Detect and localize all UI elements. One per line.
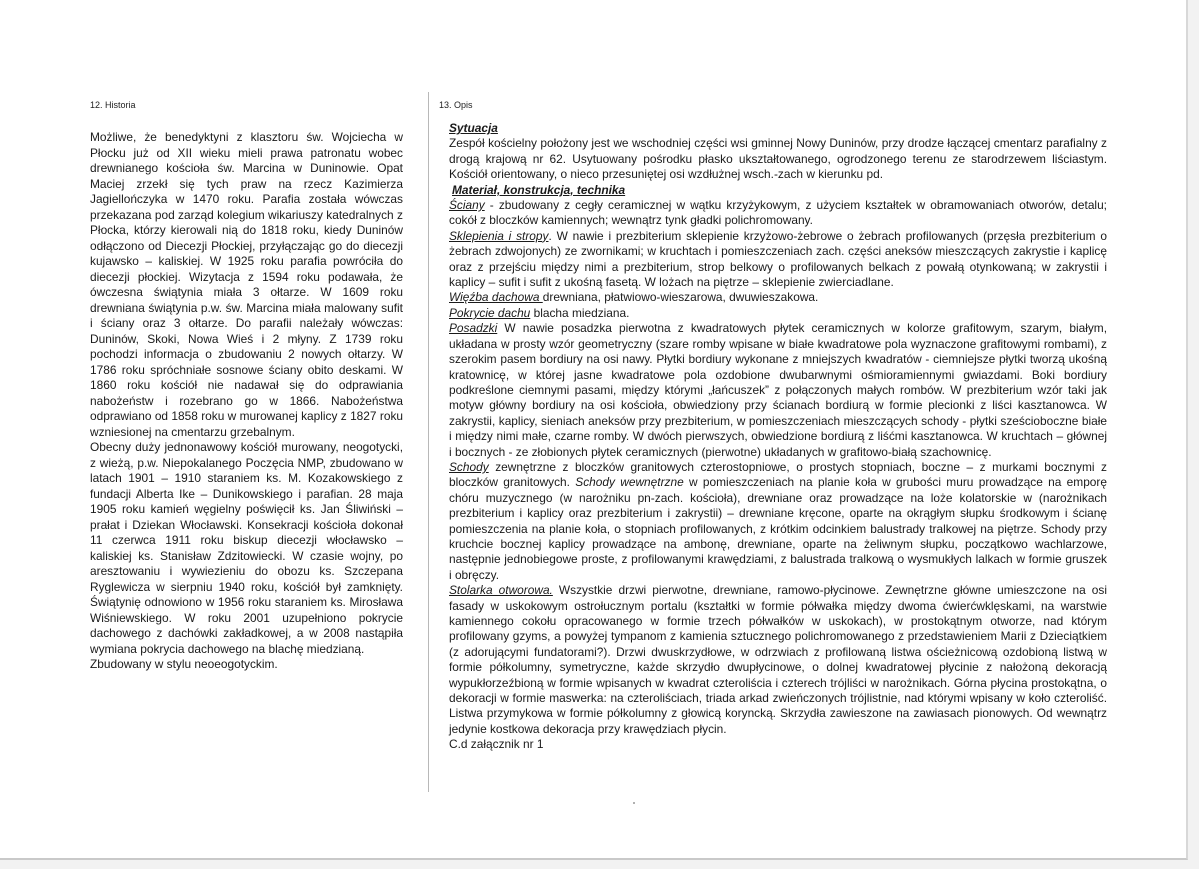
- item-sklepienia: [449, 229, 1107, 291]
- historia-column: [90, 130, 403, 673]
- item-sciany: [449, 198, 1107, 229]
- text-sciany: - zbudowany z cegły ceramicznej w wątku krzyżykowym, z użyciem kształtek w obramowaniach otworów, detalu; cokół z bloczków kamiennych; wewnątrz tynk gładki polichromowany.: [449, 198, 1107, 228]
- text-pokrycie: blacha miedziana.: [530, 305, 630, 320]
- term-stolarka: Stolarka otworowa.: [449, 583, 553, 598]
- sytuacja-text: Zespół kościelny położony jest we wschodniej części wsi gminnej Nowy Duninów, przy drodze łączącej cmentarz parafialny z drogą krajową nr 62. Usytuowany pośrodku płasko ukształtowanego, ogrodzonego terenu ze starodrzewem liściastym. Kościół orientowany, o nieco przesuniętej osi wzdłużnej wsch.-zach w kierunku pd.: [449, 136, 1107, 182]
- heading-sytuacja: Sytuacja: [449, 121, 498, 135]
- item-posadzki: [449, 321, 1107, 460]
- text-stolarka: Wszystkie drzwi pierwotne, drewniane, ramowo-płycinowe. Zewnętrzne główne umieszczone na osi fasady w uskokowym ostrołucznym portalu (kształtki w formie półwałka między dwoma ćwierćwklęskami, na warstwie kamiennego cokołu opracowanego w formie trzech półwałków w uskokach), w prostokątnym otworze, nad którym profilowany gzyms, a powyżej tympanom z kamienia sztucznego polichromowanego z przedstawieniem Marii z Dzieciątkiem (z adorującymi fundatorami?). Drzwi dwuskrzydłowe, w odrzwiach z profilowaną listwa ościeżnicową ozdobioną listwą w formie półkolumny, symetryczne, każde skrzydło dwupłycinowe, o dolnej kwadratowej płycinie z nałożoną dekoracją wypukłorzeźbioną w formie wpisanych w kwadrat czteroliścia i czterech trójliści w narożnikach. Górna płycina prostokątna, o dekoracji w formie maswerka: na czteroliściach, triada arkad zwieńczonych trójlistnie, nad którymi wpisany w koło czteroliść. Listwa przymykowa w formie półkolumny z głowicą koryncką. Skrzydła zawieszone na zawiasach pionowych. Od wewnątrz jedynie kostkowa dekoracja przy krawędziach płycin.: [449, 583, 1107, 736]
- item-pokrycie: [449, 306, 1107, 321]
- text-sklepienia: . W nawie i prezbiterium sklepienie krzyżowo-żebrowe o żebrach profilowanych (przęsła prezbiterium o żebrach zdwojonych) ze zwornikami; w kruchtach i pomieszczeniach zach. części aneksów mieszczących zakrystie i kaplicę oraz z przejściu między nimi a prezbiterium, strop belkowy o profilowanych belkach z powałą otynkowaną; w zakrystii i kaplicy – sufit i sufit z ukośną fasetą. W lożach na piętrze – sklepienie zwierciadlane.: [449, 228, 1107, 290]
- term-pokrycie: Pokrycie dachu: [449, 305, 531, 320]
- term-sciany: Ściany: [449, 198, 485, 213]
- historia-paragraph-2: Obecny duży jednonawowy kościół murowany, neogotycki, z wieżą, p.w. Niepokalanego Poczęcia NMP, zbudowano w latach 1901 – 1910 staraniem ks. M. Kozakowskiego z fundacji Alberta Ike – Dunikowskiego i parafian. 28 maja 1905 roku kamień węgielny poświęcił ks. Jan Śliwiński – prałat i Dziekan Włocławski. Konsekracji kościoła dokonał 11 czerwca 1911 roku biskup diecezji włocławsko – kaliskiej ks. Stanisław Zdzitowiecki. W czasie wojny, po aresztowaniu i wywiezieniu do obozu ks. Szczepana Ryglewicza w sierpniu 1940 roku, kościół był zamknięty. Świątynię odnowiono w 1956 roku staraniem ks. Mirosława Wiśniewskiego. W roku 2001 uzupełniono pokrycie dachowego z dachówki zakładkowej, a w 2008 nastąpiła wymiana pokrycia dachowego na blachę miedzianą.: [90, 440, 403, 656]
- scan-speck: [633, 802, 635, 804]
- historia-paragraph-1: Możliwe, że benedyktyni z klasztoru św. Wojciecha w Płocku już od XII wieku mieli prawa patronatu wobec drewnianego kościoła św. Marcina w Duninowie. Opat Maciej zrzekł się tych praw na rzecz Kazimierza Jagiellończyka w 1470 roku. Parafia została wówczas przekazana pod zarząd kolegium wikariuszy katedralnych z Płocka, którzy kierowali nią do 1818 roku, kiedy Duninów odłączono od Diecezji Płockiej, przyłączając go do diecezji kujawsko – kaliskiej. W 1925 roku parafia powróciła do diecezji płockiej. Wizytacja z 1594 roku podawała, że ówczesna świątynia miała 3 ołtarze. W 1609 roku drewniana świątynia p.w. św. Marcina miała malowany sufit i ściany oraz 3 ołtarze. Do parafii należały wówczas: Duninów, Skoki, Nowa Wieś i 2 młyny. Z 1739 roku pochodzi informacja o zbudowaniu 2 nowych ołtarzy. W 1786 roku spróchniałe sosnowe ściany obito deskami. W 1860 roku kościół nie nadawał się do odprawiania nabożeństw i rozebrano go w 1866. Nabożeństwa odprawiano od 1858 roku w murowanej kaplicy z 1827 roku wzniesionej na cmentarzu grzebalnym.: [90, 130, 403, 439]
- column-divider: [428, 92, 429, 792]
- term-schody: Schody: [449, 459, 489, 474]
- term-wiezba: Więźba dachowa: [449, 290, 543, 305]
- historia-paragraph-3: Zbudowany w stylu neoeogotyckim.: [90, 657, 278, 671]
- opis-column: [449, 121, 1107, 753]
- heading-material: Materiał, konstrukcja, technika: [452, 182, 626, 197]
- continuation-note: C.d załącznik nr 1: [449, 737, 544, 752]
- item-stolarka: [449, 583, 1107, 737]
- term-posadzki: Posadzki: [449, 321, 498, 336]
- item-schody: [449, 460, 1107, 583]
- term-sklepienia: Sklepienia i stropy: [449, 228, 549, 243]
- text-schody: zewnętrzne z bloczków granitowych czterostopniowe, o prostych stopniach, boczne – z murkami bocznymi z bloczków granitowych.: [449, 459, 1107, 490]
- section-label-opis: 13. Opis: [439, 100, 473, 110]
- section-label-historia: 12. Historia: [90, 100, 136, 110]
- term-schody-wewnetrzne: Schody wewnętrzne: [575, 475, 684, 490]
- text-schody-wewnetrzne: w pomieszczeniach na planie koła w grubości muru prowadzące na emporę chóru muzycznego (w narożniku pn-zach. kościoła), drewniane oraz prowadzące na loże kolatorskie w (narożnikach prezbiterium i kaplicy oraz prezbiterium i zakrystii) – drewniane kręcone, oparte na okrągłym słupku środkowym i ścianę pomieszczenia na planie koła, o stopniach profilowanych, z krótkim odcinkiem balustrady tralkowej na piętrze. Schody przy kruchcie bocznej kaplicy prowadzące na ambonę, drewniane, oparte na żeliwnym słupku, początkowo wachlarzowe, następnie jednobiegowe proste, z profilowanymi krawędziami, z balustrada tralkową o wysmukłych lalkach w formie gruszek i obręczy.: [449, 475, 1107, 582]
- text-posadzki: W nawie posadzka pierwotna z kwadratowych płytek ceramicznych w kolorze grafitowym, szarym, białym, układana w prosty wzór geometryczny (szare romby wpisane w białe kwadratowe pola wyznaczone grafitowymi rombami), z szerokim pasem bordiury na osi nawy. Płytki bordiury wykonane z mniejszych kwadratów - ciemniejsze płytki tworzą ukośną kratownicę, w której jasne kwadratowe pola ozdobione dwubarwnymi ośmioramiennymi gwiazdami. Boki bordiury podkreślone ciemnymi pasami, między którymi „łańcuszek” z połączonych małych rombów. W prezbiterium wzór taki jak motyw główny bordiury na osi kościoła, obwiedziony przy ścianach bordiurą w formie plecionki z liści kasztanowca. W zakrystii, kaplicy, sieniach aneksów przy prezbiterium, w pomieszczeniach mieszczących schody - płytki sześcioboczne białe i między nimi małe, czarne romby. W dwóch pierwszych, obwiedzione bordiurą z liśćmi kasztanowca. W kruchtach – głównej i bocznych - ze złobionych płytek ceramicznych (pierwotne) układanych w grafitowo-białą szachownicę.: [449, 321, 1107, 459]
- item-wiezba: [449, 290, 1107, 305]
- text-wiezba: drewniana, płatwiowo-wieszarowa, dwuwieszakowa.: [542, 290, 819, 305]
